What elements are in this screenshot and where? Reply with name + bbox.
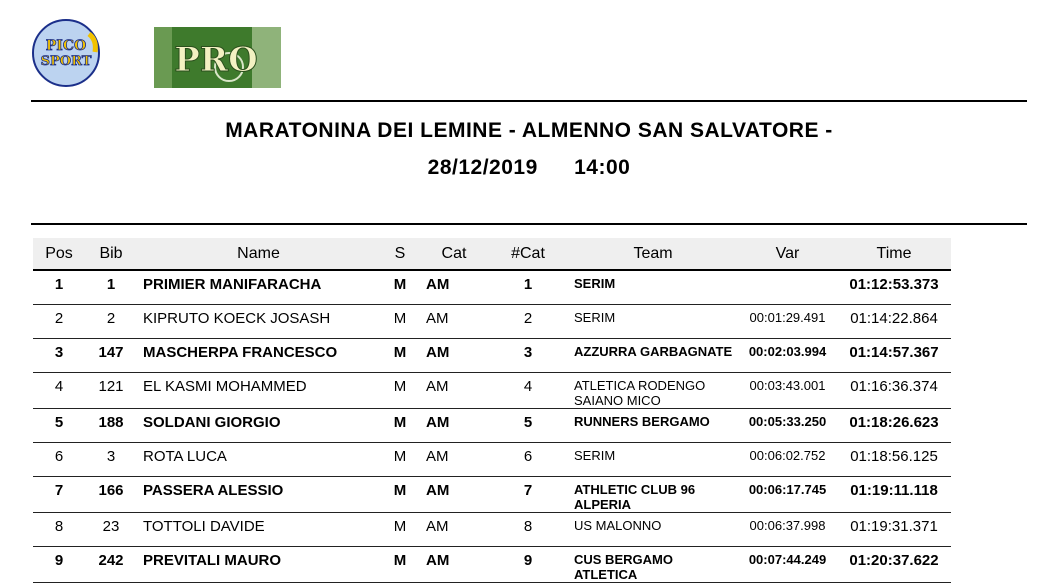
cell-sex: M — [380, 408, 420, 442]
cell-ncat: 2 — [488, 304, 568, 338]
cell-cat: AM — [420, 408, 488, 442]
title-rule — [31, 223, 1027, 225]
cell-var: 00:07:44.249 — [738, 546, 837, 582]
cell-pos: 9 — [33, 546, 85, 582]
cell-team: AZZURRA GARBAGNATE — [568, 338, 738, 372]
cell-cat: AM — [420, 476, 488, 512]
table-row — [33, 442, 951, 476]
cell-team: SERIM — [568, 442, 738, 476]
header-cat: Cat — [420, 238, 488, 270]
cell-sex: M — [380, 304, 420, 338]
cell-bib: 242 — [85, 546, 137, 582]
cell-pos: 8 — [33, 512, 85, 546]
table-row — [33, 270, 951, 304]
table-row — [33, 304, 951, 338]
cell-sex: M — [380, 442, 420, 476]
cell-sex: M — [380, 512, 420, 546]
cell-ncat: 7 — [488, 476, 568, 512]
cell-team: RUNNERS BERGAMO — [568, 408, 738, 442]
cell-cat: AM — [420, 372, 488, 408]
cell-pos: 7 — [33, 476, 85, 512]
header-var: Var — [738, 238, 837, 270]
cell-cat: AM — [420, 304, 488, 338]
svg-text:PRO: PRO — [174, 40, 258, 80]
header-name: Name — [137, 238, 380, 270]
cell-name: PREVITALI MAURO — [137, 546, 380, 582]
cell-bib: 3 — [85, 442, 137, 476]
cell-time: 01:18:26.623 — [837, 408, 951, 442]
cell-bib: 23 — [85, 512, 137, 546]
event-date: 28/12/2019 — [427, 156, 538, 179]
cell-bib: 121 — [85, 372, 137, 408]
svg-text:PICO: PICO — [45, 38, 87, 54]
svg-text:SPORT: SPORT — [40, 54, 92, 69]
cell-pos: 6 — [33, 442, 85, 476]
header-rule — [31, 100, 1027, 102]
header-time: Time — [837, 238, 951, 270]
table-row — [33, 546, 951, 582]
cell-name: PRIMIER MANIFARACHA — [137, 270, 380, 304]
cell-name: MASCHERPA FRANCESCO — [137, 338, 380, 372]
cell-team: ATLETICA RODENGO SAIANO MICO — [568, 372, 738, 408]
cell-cat: AM — [420, 512, 488, 546]
table-row — [33, 512, 951, 546]
cell-name: SOLDANI GIORGIO — [137, 408, 380, 442]
cell-ncat: 8 — [488, 512, 568, 546]
cell-time: 01:20:37.622 — [837, 546, 951, 582]
cell-pos: 2 — [33, 304, 85, 338]
cell-pos: 3 — [33, 338, 85, 372]
cell-bib: 1 — [85, 270, 137, 304]
cell-cat: AM — [420, 442, 488, 476]
cell-bib: 166 — [85, 476, 137, 512]
cell-team: CUS BERGAMO ATLETICA — [568, 546, 738, 582]
event-time: 14:00 — [574, 156, 631, 179]
header-pos: Pos — [33, 238, 85, 270]
pico-sport-logo — [31, 18, 101, 88]
cell-name: KIPRUTO KOECK JOSASH — [137, 304, 380, 338]
cell-ncat: 3 — [488, 338, 568, 372]
cell-name: ROTA LUCA — [137, 442, 380, 476]
cell-pos: 4 — [33, 372, 85, 408]
cell-time: 01:14:22.864 — [837, 304, 951, 338]
cell-cat: AM — [420, 546, 488, 582]
cell-cat: AM — [420, 270, 488, 304]
header-team: Team — [568, 238, 738, 270]
cell-ncat: 9 — [488, 546, 568, 582]
cell-var: 00:03:43.001 — [738, 372, 837, 408]
cell-var — [738, 270, 837, 304]
cell-bib: 188 — [85, 408, 137, 442]
cell-var: 00:06:17.745 — [738, 476, 837, 512]
cell-var: 00:02:03.994 — [738, 338, 837, 372]
cell-name: PASSERA ALESSIO — [137, 476, 380, 512]
cell-pos: 1 — [33, 270, 85, 304]
cell-team: US MALONNO — [568, 512, 738, 546]
table-row — [33, 372, 951, 408]
cell-sex: M — [380, 476, 420, 512]
event-title: MARATONINA DEI LEMINE - ALMENNO SAN SALVATORE - — [225, 119, 833, 142]
cell-team: ATHLETIC CLUB 96 ALPERIA — [568, 476, 738, 512]
cell-var: 00:05:33.250 — [738, 408, 837, 442]
cell-pos: 5 — [33, 408, 85, 442]
cell-sex: M — [380, 338, 420, 372]
cell-bib: 2 — [85, 304, 137, 338]
cell-ncat: 5 — [488, 408, 568, 442]
cell-time: 01:19:11.118 — [837, 476, 951, 512]
header-ncat: #Cat — [488, 238, 568, 270]
pro-team-logo — [154, 27, 281, 88]
results-table — [33, 238, 951, 583]
cell-var: 00:06:02.752 — [738, 442, 837, 476]
cell-bib: 147 — [85, 338, 137, 372]
table-row — [33, 408, 951, 442]
cell-name: TOTTOLI DAVIDE — [137, 512, 380, 546]
cell-ncat: 6 — [488, 442, 568, 476]
cell-team: SERIM — [568, 304, 738, 338]
header-sex: S — [380, 238, 420, 270]
header-bib: Bib — [85, 238, 137, 270]
cell-time: 01:16:36.374 — [837, 372, 951, 408]
event-datetime — [0, 156, 1058, 180]
cell-team: SERIM — [568, 270, 738, 304]
cell-sex: M — [380, 546, 420, 582]
cell-var: 00:06:37.998 — [738, 512, 837, 546]
cell-sex: M — [380, 270, 420, 304]
cell-var: 00:01:29.491 — [738, 304, 837, 338]
cell-name: EL KASMI MOHAMMED — [137, 372, 380, 408]
cell-time: 01:19:31.371 — [837, 512, 951, 546]
cell-ncat: 4 — [488, 372, 568, 408]
cell-time: 01:14:57.367 — [837, 338, 951, 372]
cell-time: 01:18:56.125 — [837, 442, 951, 476]
cell-cat: AM — [420, 338, 488, 372]
table-row — [33, 476, 951, 512]
table-header-row — [33, 238, 951, 270]
table-row — [33, 338, 951, 372]
cell-ncat: 1 — [488, 270, 568, 304]
cell-sex: M — [380, 372, 420, 408]
cell-time: 01:12:53.373 — [837, 270, 951, 304]
